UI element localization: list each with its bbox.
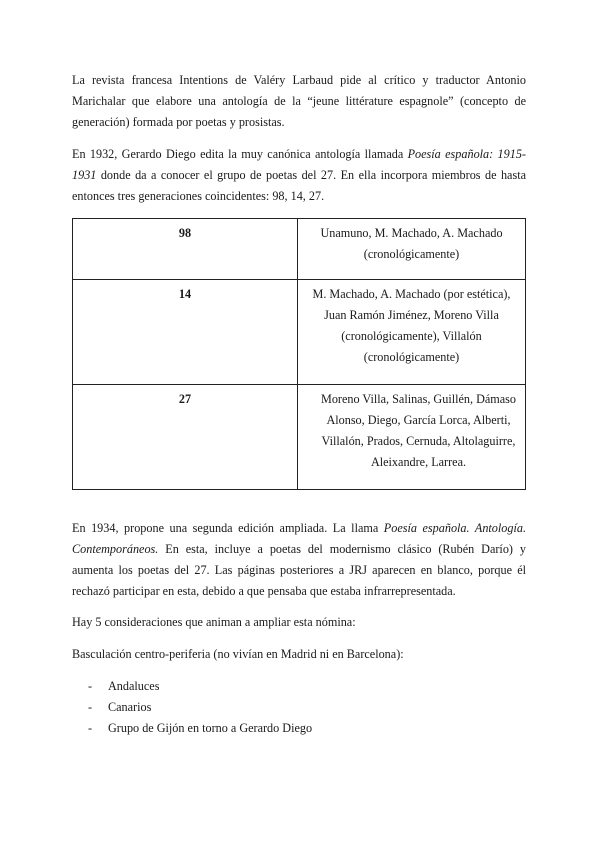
list-item-text: Andaluces	[108, 679, 160, 693]
poets-cell: M. Machado, A. Machado (por estética), Juan Ramón Jiménez, Moreno Villa (cronológicamente), Villalón (cronológicamente)	[298, 280, 526, 385]
anthology-title-1932: Poesía española: 1915-1931	[72, 147, 526, 182]
list-item-text: Grupo de Gijón en torno a Gerardo Diego	[108, 721, 313, 735]
paragraph-text: En esta, incluye a poetas del modernismo clásico (Rubén Darío) y aumenta los poetas del 27. Las páginas posteriores a JRJ aparecen en blanco, porque él rechazó participar en esta, debido a que pensaba que estaba infrarrepresentada.	[72, 542, 526, 598]
paragraph-basculacion: Basculación centro-periferia (no vivían en Madrid ni en Barcelona):	[72, 647, 404, 661]
poets-cell: Unamuno, M. Machado, A. Machado (cronológicamente)	[298, 219, 526, 280]
paragraph-text: En 1932, Gerardo Diego edita la muy canónica antología llamada	[72, 147, 408, 161]
list-dash: -	[88, 700, 93, 714]
list-dash: -	[88, 721, 93, 735]
poets-cell: Moreno Villa, Salinas, Guillén, Dámaso Alonso, Diego, García Lorca, Alberti, Villalón, Prados, Cernuda, Altolaguirre, Aleixandre, Larrea.	[298, 385, 526, 490]
paragraph-edicion-1934	[72, 518, 526, 602]
list-dash: -	[88, 679, 93, 693]
paragraph-text: donde da a conocer el grupo de poetas del 27. En ella incorpora miembros de hasta entonces tres generaciones coincidentes: 98, 14, 27.	[72, 168, 526, 203]
list-item	[88, 718, 312, 739]
table-row	[73, 219, 526, 280]
paragraph-text: En 1934, propone una segunda edición ampliada. La llama	[72, 521, 384, 535]
generations-table	[72, 218, 526, 490]
paragraph-poesia-1932	[72, 144, 526, 207]
table-row	[73, 280, 526, 385]
table-row	[73, 385, 526, 490]
list-item-text: Canarios	[108, 700, 152, 714]
list-item	[88, 697, 312, 718]
paragraph-intentions: La revista francesa Intentions de Valéry Larbaud pide al crítico y traductor Antonio Marichalar que elabore una antología de la “jeune littérature espagnole” (concepto de generación) formada por poetas y prosistas.	[72, 73, 526, 129]
anthology-title-1934: Poesía española. Antología. Contemporáneos.	[72, 521, 526, 556]
paragraph-consideraciones: Hay 5 consideraciones que animan a ampliar esta nómina:	[72, 615, 356, 629]
periphery-list	[88, 676, 312, 739]
generation-cell: 14	[73, 280, 298, 385]
list-item	[88, 676, 312, 697]
generation-cell: 27	[73, 385, 298, 490]
generation-cell: 98	[73, 219, 298, 280]
